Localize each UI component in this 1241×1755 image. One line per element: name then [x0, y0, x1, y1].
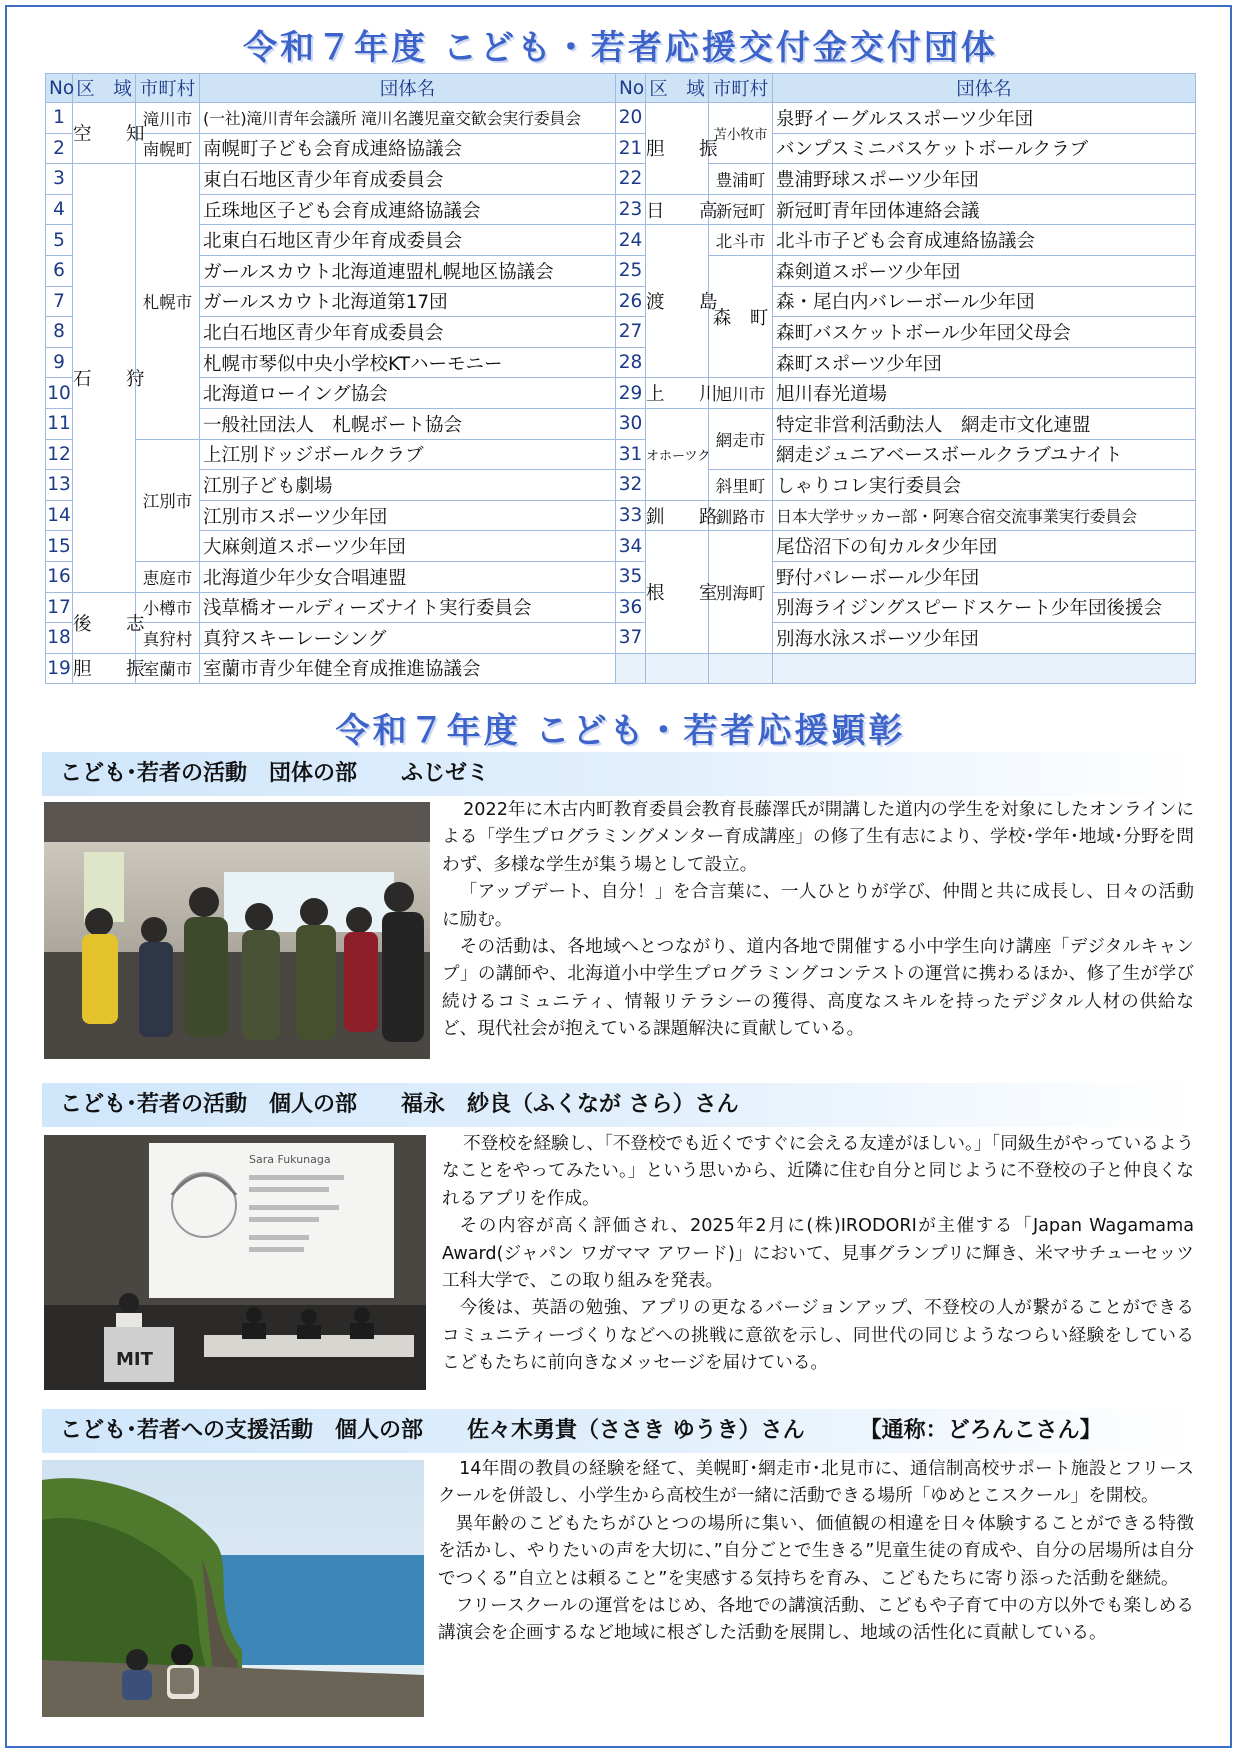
row-no: 21	[616, 133, 646, 164]
row-no: 6	[46, 255, 73, 286]
group-name: 江別子ども劇場	[200, 470, 616, 501]
region-cell: 日 高	[646, 194, 709, 225]
paragraph: フリースクールの運営をはじめ、各地での講演活動、こどもや子育て中の方以外でも楽しめる講演会を企画するなど地域に根ざした活動を展開し、地域の活性化に貢献している。	[438, 1596, 1194, 1644]
row-no: 10	[46, 378, 73, 409]
header-region: 区 域	[646, 74, 709, 103]
row-no: 12	[46, 439, 73, 470]
sasaki-description	[438, 1456, 1194, 1648]
city-cell: 真狩村	[136, 623, 200, 654]
row-no: 31	[616, 439, 646, 470]
table-row	[46, 225, 1196, 256]
awards-title: 令和７年度 こども・若者応援顕彰	[335, 711, 906, 751]
city-cell: 小樽市	[136, 592, 200, 623]
fujizemi-photo	[44, 802, 430, 1059]
group-name: (一社)滝川青年会議所 滝川名護児童交歓会実行委員会	[200, 103, 616, 134]
paragraph: 2022年に木古内町教育委員会教育長藤澤氏が開講した道内の学生を対象にしたオンラインによる「学生プログラミングメンター育成講座」の修了生有志により、学校･学年･地域･分野を問わず、多様な学生が集う場として設立。	[442, 800, 1194, 875]
table-row	[46, 286, 1196, 317]
table-row	[46, 133, 1196, 164]
group-name: 室蘭市青少年健全育成推進協議会	[200, 653, 616, 684]
row-no: 2	[46, 133, 73, 164]
row-no: 16	[46, 561, 73, 592]
table-row	[46, 103, 1196, 134]
group-name: 森町スポーツ少年団	[773, 347, 1196, 378]
region-cell: 胆 振	[73, 653, 136, 684]
group-name: 北斗市子ども会育成連絡協議会	[773, 225, 1196, 256]
paragraph: 「アップデート、自分！」を合言葉に、一人ひとりが学び、仲間と共に成長し、日々の活動に励む。	[442, 882, 1194, 930]
table-row	[46, 347, 1196, 378]
table-row	[46, 592, 1196, 623]
row-no: 4	[46, 194, 73, 225]
group-name: 浅草橋オールディーズナイト実行委員会	[200, 592, 616, 623]
city-cell: 室蘭市	[136, 653, 200, 684]
row-no: 30	[616, 408, 646, 439]
row-no: 1	[46, 103, 73, 134]
group-name: 別海水泳スポーツ少年団	[773, 623, 1196, 654]
group-name: 森・尾白内バレーボール少年団	[773, 286, 1196, 317]
row-no: 9	[46, 347, 73, 378]
group-name: しゃりコレ実行委員会	[773, 470, 1196, 501]
row-no: 36	[616, 592, 646, 623]
group-name: 北海道ローイング協会	[200, 378, 616, 409]
group-name: 野付バレーボール少年団	[773, 561, 1196, 592]
header-group-name: 団体名	[200, 74, 616, 103]
table-row	[46, 500, 1196, 531]
city-cell: 滝川市	[136, 103, 200, 134]
fukunaga-description	[442, 1131, 1194, 1378]
group-name: バンプスミニバスケットボールクラブ	[773, 133, 1196, 164]
presentation-stage-photo-icon	[44, 1135, 426, 1390]
slide-name-text: Sara Fukunaga	[249, 1153, 331, 1166]
table-row	[46, 164, 1196, 195]
city-cell: 森 町	[709, 255, 773, 377]
group-name: 森町バスケットボール少年団父母会	[773, 317, 1196, 348]
group-name: 北海道少年少女合唱連盟	[200, 561, 616, 592]
row-no: 18	[46, 623, 73, 654]
group-name: 東白石地区青少年育成委員会	[200, 164, 616, 195]
section-heading-fukunaga: こども･若者の活動 個人の部 福永 紗良（ふくなが さら）さん	[42, 1083, 1195, 1127]
table-row	[46, 470, 1196, 501]
row-no: 22	[616, 164, 646, 195]
row-no: 14	[46, 500, 73, 531]
row-no: 23	[616, 194, 646, 225]
header-city: 市町村	[709, 74, 773, 103]
region-cell: 渡 島	[646, 225, 709, 378]
row-no: 7	[46, 286, 73, 317]
paragraph: 異年齢のこどもたちがひとつの場所に集い、価値観の相違を日々体験することができる特徴を活かし、やりたいの声を大切に、”自分ごとで生きる”児童生徒の育成や、自分の居場所は自分でつくる”自立とは頼ること”を実感する気持ちを育み、こどもたちに寄り添った活動を継続。	[438, 1513, 1194, 1589]
group-name: ガールスカウト北海道連盟札幌地区協議会	[200, 255, 616, 286]
row-no: 3	[46, 164, 73, 195]
empty-cell	[646, 653, 709, 684]
header-city: 市町村	[136, 74, 200, 103]
table-row	[46, 561, 1196, 592]
group-name: 泉野イーグルススポーツ少年団	[773, 103, 1196, 134]
table-row	[46, 531, 1196, 562]
row-no: 26	[616, 286, 646, 317]
group-name: 江別市スポーツ少年団	[200, 500, 616, 531]
section-heading-sasaki: こども･若者への支援活動 個人の部 佐々木勇貴（ささき ゆうき）さん 【通称：どろんこさん】	[42, 1409, 1195, 1453]
city-cell: 苫小牧市	[709, 103, 773, 164]
coastal-cliff-photo-icon	[42, 1460, 424, 1717]
row-no: 35	[616, 561, 646, 592]
region-cell: 後 志	[73, 592, 136, 653]
region-cell: オホーツク	[646, 408, 709, 500]
city-cell: 江別市	[136, 439, 200, 561]
mit-logo-text: MIT	[116, 1349, 153, 1370]
city-cell: 旭川市	[709, 378, 773, 409]
region-cell: 石 狩	[73, 164, 136, 592]
row-no: 5	[46, 225, 73, 256]
city-cell: 斜里町	[709, 470, 773, 501]
paragraph: 14年間の教員の経験を経て、美幌町･網走市･北見市に、通信制高校サポート施設とフリースクールを併設し、小学生から高校生が一緒に活動できる場所「ゆめとこスクール」を開校。	[438, 1459, 1194, 1507]
grants-title: 令和７年度 こども・若者応援交付金交付団体	[243, 28, 998, 68]
paragraph: その内容が高く評価され、2025年2月に(株)IRODORIが主催する「Japan Wagamama Award(ジャパン ワガママ アワード)」において、見事グランプリに輝き、米マサチューセッツ工科大学で、この取り組みを発表。	[442, 1216, 1194, 1292]
group-name: 別海ライジングスピードスケート少年団後援会	[773, 592, 1196, 623]
header-no: No	[616, 74, 646, 103]
paragraph: 不登校を経験し、「不登校でも近くですぐに会える友達がほしい。」「同級生がやっているようなことをやってみたい。」という思いから、近隣に住む自分と同じように不登校の子と仲良くなれるアプリを作成。	[442, 1134, 1194, 1209]
city-cell: 札幌市	[136, 164, 200, 439]
empty-cell	[709, 653, 773, 684]
city-cell: 新冠町	[709, 194, 773, 225]
city-cell: 恵庭市	[136, 561, 200, 592]
row-no: 8	[46, 317, 73, 348]
group-name: 豊浦野球スポーツ少年団	[773, 164, 1196, 195]
group-name: 札幌市琴似中央小学校KTハーモニー	[200, 347, 616, 378]
table-row	[46, 408, 1196, 439]
group-name: 森剣道スポーツ少年団	[773, 255, 1196, 286]
region-cell: 胆 振	[646, 103, 709, 195]
region-cell: 空 知	[73, 103, 136, 164]
row-no: 34	[616, 531, 646, 562]
header-group-name: 団体名	[773, 74, 1196, 103]
city-cell: 南幌町	[136, 133, 200, 164]
group-name: ガールスカウト北海道第17団	[200, 286, 616, 317]
group-name: 一般社団法人 札幌ボート協会	[200, 408, 616, 439]
group-name: 北白石地区青少年育成委員会	[200, 317, 616, 348]
group-name: 尾岱沼下の旬カルタ少年団	[773, 531, 1196, 562]
table-header-row	[46, 74, 1196, 103]
row-no: 19	[46, 653, 73, 684]
table-row	[46, 255, 1196, 286]
group-students-photo-icon	[44, 802, 430, 1059]
group-name: 北東白石地区青少年育成委員会	[200, 225, 616, 256]
city-cell: 網走市	[709, 408, 773, 469]
table-row	[46, 439, 1196, 470]
row-no: 11	[46, 408, 73, 439]
header-region: 区 域	[73, 74, 136, 103]
group-name: 特定非営利活動法人 網走市文化連盟	[773, 408, 1196, 439]
group-name: 大麻剣道スポーツ少年団	[200, 531, 616, 562]
row-no: 13	[46, 470, 73, 501]
sasaki-photo	[42, 1460, 424, 1717]
row-no: 15	[46, 531, 73, 562]
group-name: 南幌町子ども会育成連絡協議会	[200, 133, 616, 164]
group-name: 旭川春光道場	[773, 378, 1196, 409]
region-cell: 上 川	[646, 378, 709, 409]
empty-cell	[773, 653, 1196, 684]
row-no: 25	[616, 255, 646, 286]
region-cell: 釧 路	[646, 500, 709, 531]
header-no: No	[46, 74, 73, 103]
row-no: 17	[46, 592, 73, 623]
table-row	[46, 653, 1196, 684]
row-no: 32	[616, 470, 646, 501]
group-name: 日本大学サッカー部・阿寒合宿交流事業実行委員会	[773, 500, 1196, 531]
group-name: 真狩スキーレーシング	[200, 623, 616, 654]
city-cell: 釧路市	[709, 500, 773, 531]
row-no: 28	[616, 347, 646, 378]
paragraph: 今後は、英語の勉強、アプリの更なるバージョンアップ、不登校の人が繋がることができるコミュニティーづくりなどへの挑戦に意欲を示し、同世代の同じようなつらい経験をしているこどもたちに前向きなメッセージを届けている。	[442, 1298, 1194, 1374]
row-no: 29	[616, 378, 646, 409]
empty-cell	[616, 653, 646, 684]
table-row	[46, 378, 1196, 409]
group-name: 丘珠地区子ども会育成連絡協議会	[200, 194, 616, 225]
row-no: 24	[616, 225, 646, 256]
paragraph: その活動は、各地域へとつながり、道内各地で開催する小中学生向け講座「デジタルキャンプ」の講師や、北海道小中学生プログラミングコンテストの運営に携わるほか、修了生が学び続けるコミュニティ、情報リテラシーの獲得、高度なスキルを持ったデジタル人材の供給など、現代社会が抱えている課題解決に貢献している。	[442, 937, 1194, 1040]
table-row	[46, 317, 1196, 348]
table-row	[46, 623, 1196, 654]
city-cell: 別海町	[709, 531, 773, 653]
row-no: 33	[616, 500, 646, 531]
group-name: 上江別ドッジボールクラブ	[200, 439, 616, 470]
fukunaga-photo	[44, 1135, 426, 1390]
city-cell: 豊浦町	[709, 164, 773, 195]
group-name: 網走ジュニアベースボールクラブユナイト	[773, 439, 1196, 470]
group-name: 新冠町青年団体連絡会議	[773, 194, 1196, 225]
row-no: 37	[616, 623, 646, 654]
grant-groups-table	[45, 73, 1196, 684]
region-cell: 根 室	[646, 531, 709, 653]
row-no: 20	[616, 103, 646, 134]
fujizemi-description	[442, 797, 1194, 1044]
city-cell: 北斗市	[709, 225, 773, 256]
section-heading-fujizemi: こども･若者の活動 団体の部 ふじゼミ	[42, 752, 1195, 796]
row-no: 27	[616, 317, 646, 348]
table-row	[46, 194, 1196, 225]
